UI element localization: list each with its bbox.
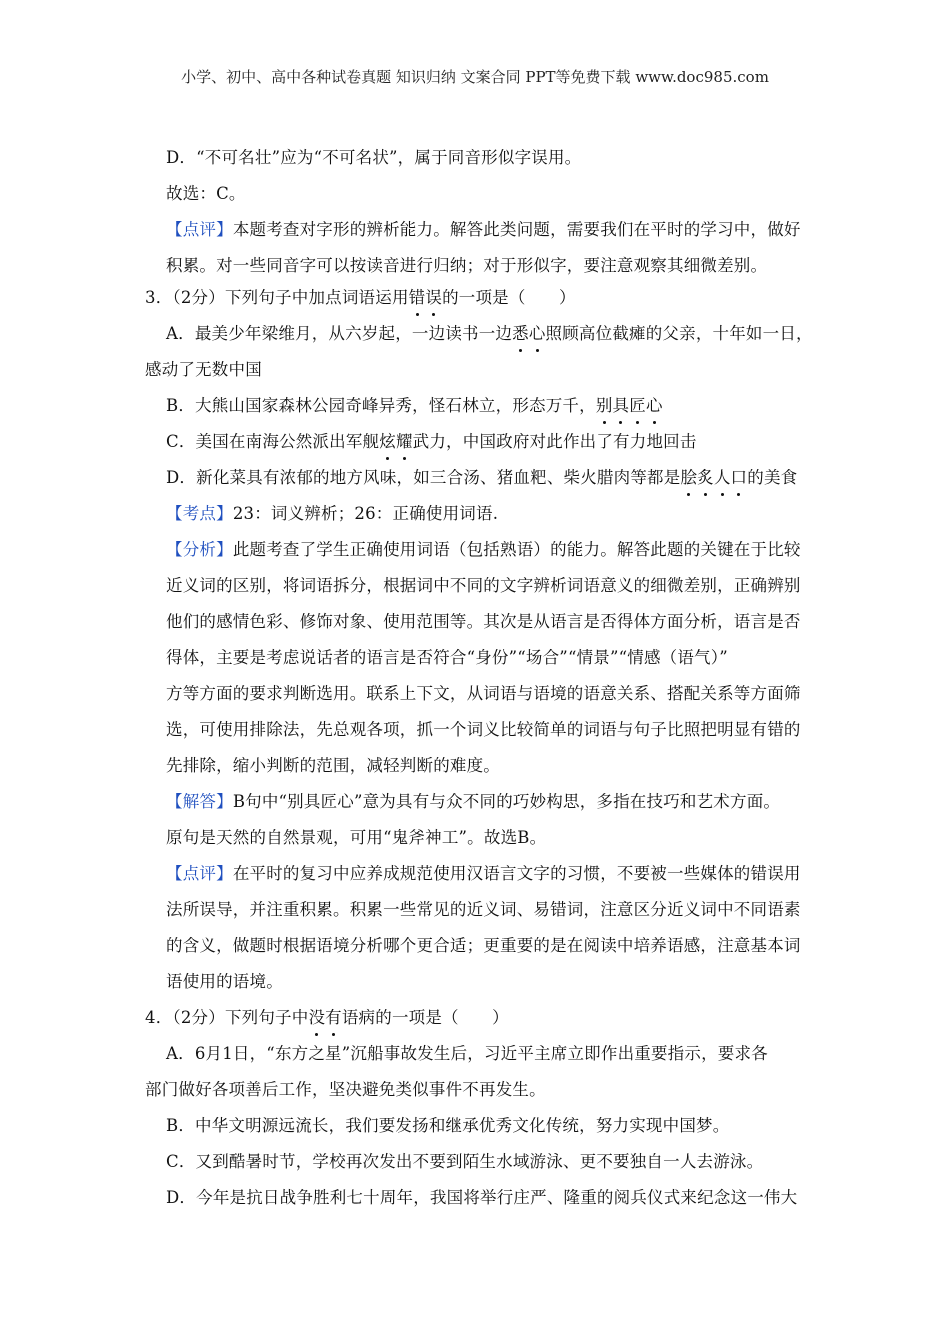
- q3-stem: [145, 286, 576, 310]
- q3-option-a-line-2: 感动了无数中国: [145, 360, 262, 379]
- q4-option-a-line-2: 部门做好各项善后工作，坚决避免类似事件不再发生。: [145, 1080, 546, 1099]
- review-tag: 【点评】: [166, 220, 233, 239]
- q3-option-a-line-1: [166, 322, 813, 346]
- q4-option-a-line-1: A．6月1日，“东方之星”沉船事故发生后，习近平主席立即作出重要指示，要求各: [166, 1044, 768, 1063]
- q3-dianping-line-1: [166, 862, 801, 886]
- q3-fenxi-line-7: 先排除，缩小判断的范围，减轻判断的难度。: [166, 756, 500, 775]
- fenxi-tag: 【分析】: [166, 540, 233, 559]
- q3-fenxi-line-4: 得体，主要是考虑说话者的语言是否符合“身份”“场合”“情景”“情感（语气）”: [166, 648, 728, 667]
- page-header: 小学、初中、高中各种试卷真题 知识归纳 文案合同 PPT等免费下载 www.doc985.com: [181, 68, 769, 86]
- q3-d-dotted-char: 炙: [697, 466, 714, 490]
- q3-dianping-line-3: 的含义，做题时根据语境分析哪个更合适；更重要的是在阅读中培养语感，注意基本词: [166, 936, 801, 955]
- q3-fenxi-line-3: 他们的感情色彩、修饰对象、使用范围等。其次是从语言是否得体方面分析，语言是否: [166, 612, 801, 631]
- q3-dianping-line-4: 语使用的语境。: [166, 972, 283, 991]
- q3-c-text: C．美国在南海公然派出军舰: [166, 432, 380, 451]
- q3-fenxi-line-2: 近义词的区别，将词语拆分，根据词中不同的文字辨析词语意义的细微差别，正确辨别: [166, 576, 801, 595]
- q3-b-dotted-char: 心: [646, 394, 663, 418]
- q3-jieda-line-2: 原句是天然的自然景观，可用“鬼斧神工”。故选B。: [166, 828, 547, 847]
- q3-stem-text: 的一项是（ ）: [442, 288, 576, 307]
- q3-b-dotted-char: 具: [613, 394, 630, 418]
- q3-d-text: 的美食: [747, 468, 798, 487]
- q3-a-dotted-char: 悉: [512, 322, 529, 346]
- q3-d-dotted-char: 口: [731, 466, 748, 490]
- q3-a-dotted-char: 心: [529, 322, 546, 346]
- q3-a-text: 照顾高位截瘫的父亲，十年如一日，: [545, 324, 813, 343]
- fenxi-text: 此题考查了学生正确使用词语（包括熟语）的能力。解答此题的关键在于比较: [232, 540, 801, 559]
- q4-option-b: B．中华文明源远流长，我们要发扬和继承优秀文化传统，努力实现中国梦。: [166, 1116, 730, 1135]
- kaodian-text: 23：词义辨析；26：正确使用词语.: [232, 504, 499, 523]
- q2-answer: 故选：C。: [166, 184, 246, 203]
- dianping-text: 在平时的复习中应养成规范使用汉语言文字的习惯，不要被一些媒体的错误用: [232, 864, 801, 883]
- q3-b-dotted-char: 匠: [629, 394, 646, 418]
- q3-jieda-line-1: [166, 790, 780, 814]
- q2-option-d: D．“不可名壮”应为“不可名状”，属于同音形似字误用。: [166, 148, 582, 167]
- q4-option-d-line-1: D．今年是抗日战争胜利七十周年，我国将举行庄严、隆重的阅兵仪式来纪念这一伟大: [166, 1188, 798, 1207]
- q3-d-dotted-char: 脍: [680, 466, 697, 490]
- q3-fenxi-line-5: 方等方面的要求判断选用。联系上下文，从词语与语境的语意关系、搭配关系等方面筛: [166, 684, 801, 703]
- q3-fenxi-line-6: 选，可使用排除法，先总观各项，抓一个词义比较简单的词语与句子比照把明显有错的: [166, 720, 801, 739]
- q3-fenxi-line-1: [166, 538, 801, 562]
- review-text: 本题考查对字形的辨析能力。解答此类问题，需要我们在平时的学习中，做好: [232, 220, 801, 239]
- q3-d-text: D．新化菜具有浓郁的地方风味，如三合汤、猪血粑、柴火腊肉等都是: [166, 468, 681, 487]
- q3-dotted-char: 错: [409, 286, 426, 310]
- q4-dotted-char: 有: [325, 1006, 342, 1030]
- jieda-text: B句中“别具匠心”意为具有与众不同的巧妙构思，多指在技巧和艺术方面。: [232, 792, 781, 811]
- q3-option-c: [166, 430, 697, 454]
- q3-c-dotted-char: 炫: [379, 430, 396, 454]
- q4-option-c: C．又到酷暑时节，学校再次发出不要到陌生水域游泳、更不要独自一人去游泳。: [166, 1152, 764, 1171]
- q3-d-dotted-char: 人: [714, 466, 731, 490]
- q4-stem: [145, 1006, 509, 1030]
- q3-a-text: A．最美少年梁维月，从六岁起，一边读书一边: [166, 324, 513, 343]
- q2-review-line-2: 积累。对一些同音字可以按读音进行归纳；对于形似字，要注意观察其细微差别。: [166, 256, 768, 275]
- q3-option-d: [166, 466, 797, 490]
- jieda-tag: 【解答】: [166, 792, 233, 811]
- q3-b-text: B．大熊山国家森林公园奇峰异秀，怪石林立，形态万千，: [166, 396, 596, 415]
- dianping-tag: 【点评】: [166, 864, 233, 883]
- q3-c-dotted-char: 耀: [396, 430, 413, 454]
- q3-stem-text: 3．（2分）下列句子中加点词语运用: [145, 288, 409, 307]
- q3-dotted-char: 误: [425, 286, 442, 310]
- q3-kaodian: [166, 502, 498, 526]
- q4-stem-text: 语病的一项是（ ）: [341, 1008, 509, 1027]
- q3-b-dotted-char: 别: [596, 394, 613, 418]
- q3-c-text: 武力，中国政府对此作出了有力地回击: [412, 432, 697, 451]
- q3-option-b: [166, 394, 663, 418]
- q4-dotted-char: 没: [308, 1006, 325, 1030]
- q3-dianping-line-2: 法所误导，并注重积累。积累一些常见的近义词、易错词，注意区分近义词中不同语素: [166, 900, 801, 919]
- q4-stem-text: 4．（2分）下列句子中: [145, 1008, 309, 1027]
- kaodian-tag: 【考点】: [166, 504, 233, 523]
- q2-review-line-1: [166, 218, 801, 242]
